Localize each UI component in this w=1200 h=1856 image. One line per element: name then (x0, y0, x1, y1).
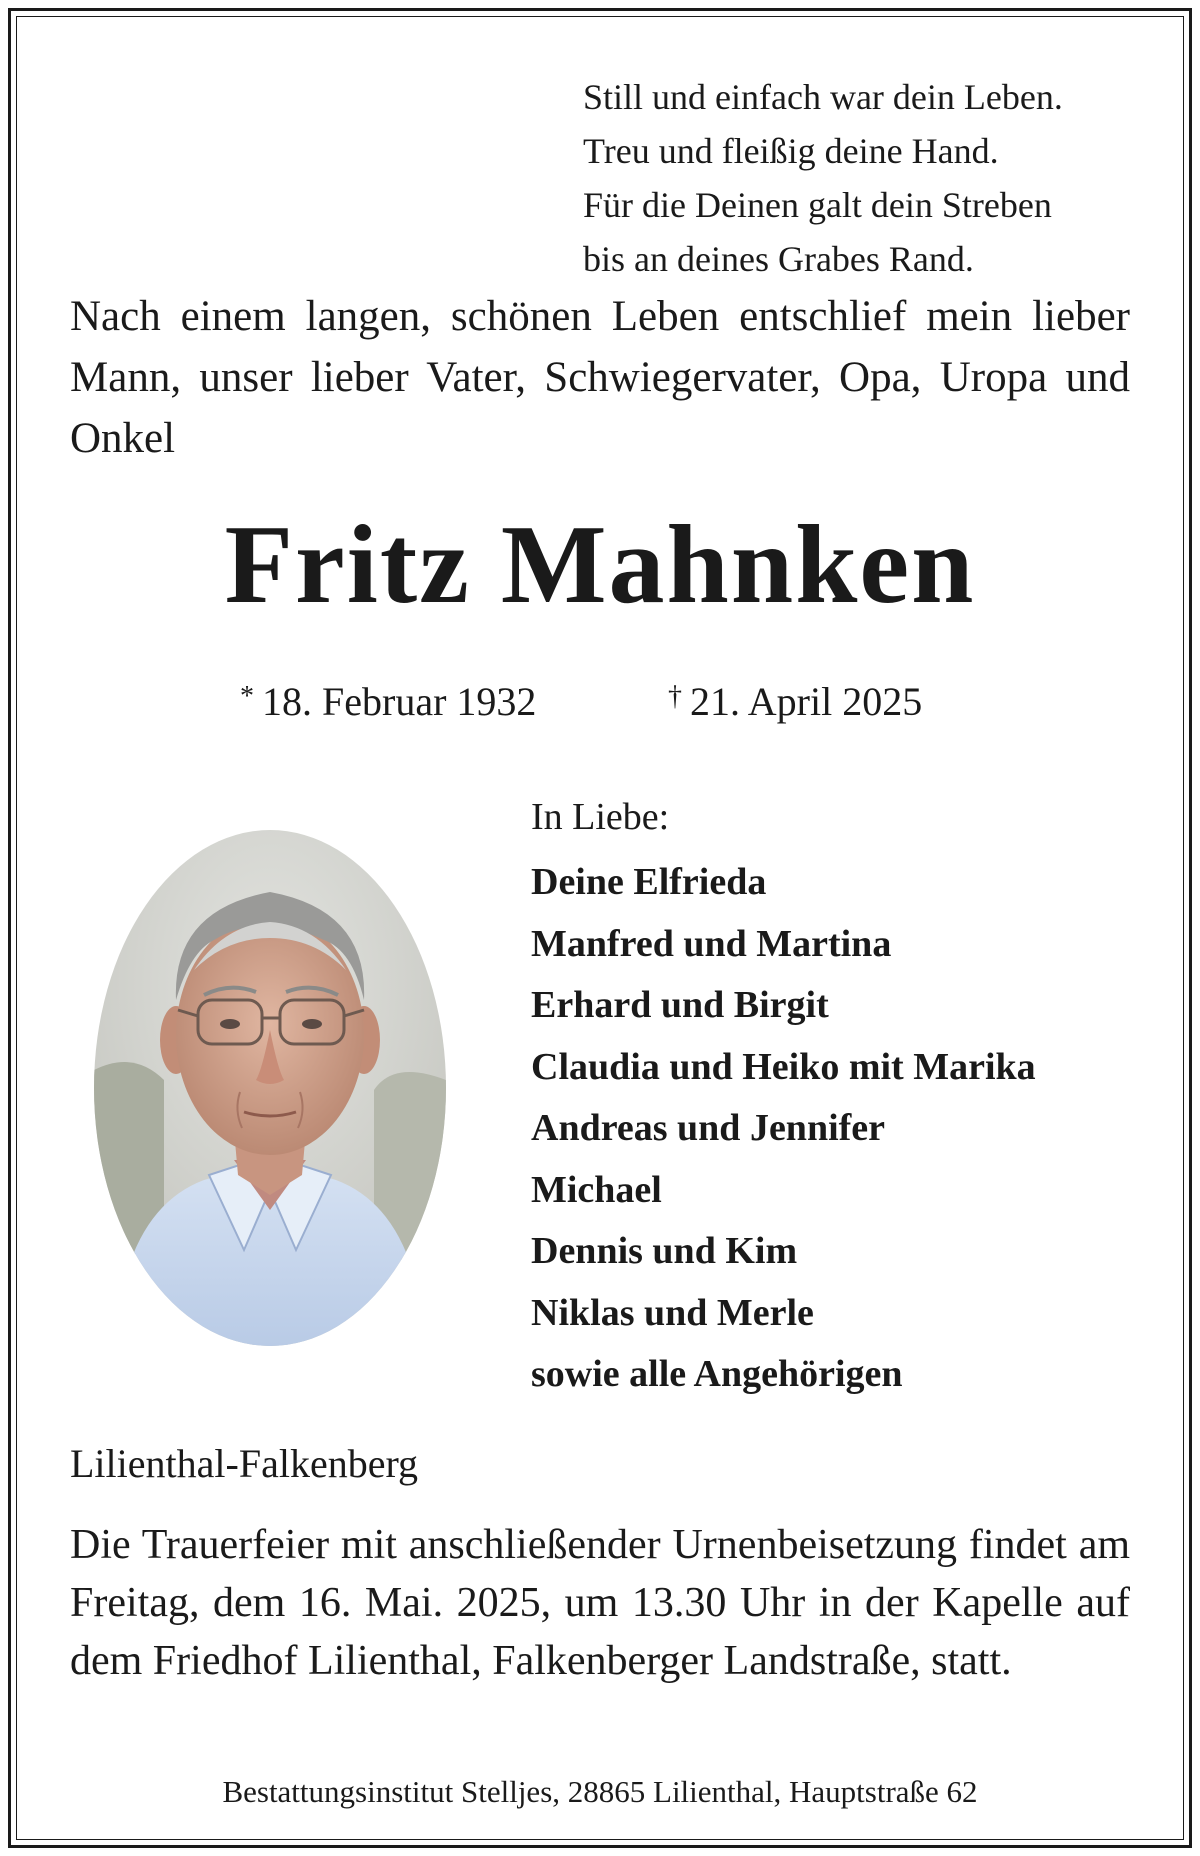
memorial-poem (583, 70, 1143, 286)
birth-symbol: * (240, 681, 254, 712)
poem-line: Treu und fleißig deine Hand. (583, 131, 999, 171)
birth-date-line (240, 678, 536, 731)
portrait-photo (94, 830, 446, 1346)
poem-line: Still und einfach war dein Leben. (583, 77, 1063, 117)
mourner-name: Erhard und Birgit (531, 984, 829, 1026)
death-date: 21. April 2025 (690, 679, 923, 724)
mourner-name: Niklas und Merle (531, 1291, 814, 1334)
death-date-line (668, 678, 922, 731)
deceased-name: Fritz Mahnken (224, 503, 976, 627)
mourner-name: Dennis und Kim (531, 1230, 798, 1272)
service-notice: Die Trauerfeier mit anschließender Urnenbeisetzung findet am Freitag, dem 16. Mai. 2025, um 13.30 Uhr in der Kapelle auf dem Friedhof Lilienthal, Falkenberger Landstraße, statt. (70, 1522, 1130, 1684)
mourners-heading: In Liebe: (531, 796, 670, 838)
intro-text: Nach einem langen, schönen Leben entschlief mein lieber Mann, unser lieber Vater, Schwiegervater, Opa, Uropa und Onkel (70, 293, 1130, 462)
mourner-name: Deine Elfrieda (531, 861, 767, 903)
death-symbol: † (668, 681, 682, 712)
mourner-name: Manfred und Martina (531, 922, 892, 965)
birth-date: 18. Februar 1932 (262, 679, 537, 724)
mourner-name: Claudia und Heiko mit Marika (531, 1045, 1036, 1088)
poem-line: Für die Deinen galt dein Streben (583, 185, 1052, 225)
mourner-name: sowie alle Angehörigen (531, 1353, 903, 1395)
place-name: Lilienthal-Falkenberg (70, 1441, 419, 1486)
mourner-name: Andreas und Jennifer (531, 1107, 886, 1149)
poem-line: bis an deines Grabes Rand. (583, 239, 974, 279)
funeral-home-info: Bestattungsinstitut Stelljes, 28865 Lilienthal, Hauptstraße 62 (222, 1774, 978, 1809)
mourner-name: Michael (531, 1168, 662, 1211)
mourners-list (531, 788, 1171, 1406)
